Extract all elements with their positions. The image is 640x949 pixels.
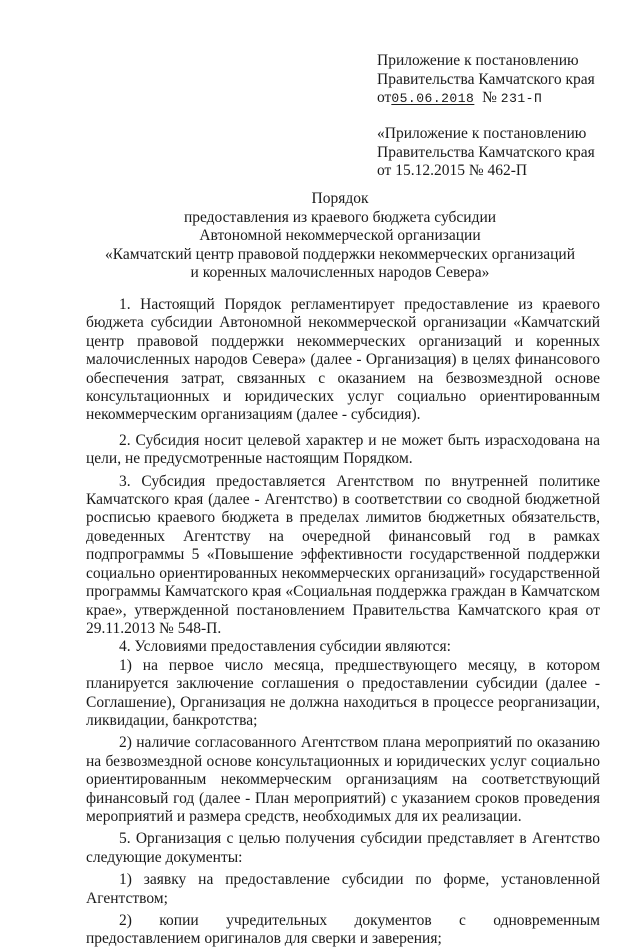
title-line-4: «Камчатский центр правовой поддержки некоммерческих организаций: [104, 245, 575, 263]
paragraph-5-item-1: 1) заявку на предоставление субсидии по форме, установленной Агентством;: [86, 871, 600, 907]
prior-annex-line-1: «Приложение к постановлению: [377, 125, 587, 142]
prior-annex-header: [377, 125, 627, 181]
paragraph-4-item-1: 1) на первое число месяца, предшествующего месяцу, в котором планируется заключение соглашения о предоставлении субсидии (далее - Соглашение), Организация не должна находиться в процессе реорганизации, ликвидации, банкротства;: [86, 656, 600, 729]
prior-annex-line-3: от 15.12.2015 № 462-П: [377, 162, 528, 179]
paragraph-3: 3. Субсидия предоставляется Агентством по внутренней политике Камчатского края (далее - Агентство) в соответствии со сводной бюджетной росписью краевого бюджета в пределах лимитов бюджетных обязательств, доведенных Агентству на очередной финансовый год в рамках подпрограммы 5 «Повышение эффективности государственной поддержки социально ориентированных некоммерческих организаций» государственной программы Камчатского края «Социальная поддержка граждан в Камчатском крае», утвержденной постановлением Правительства Камчатского края от 29.11.2013 № 548-П.: [86, 472, 600, 637]
annex-number-prefix: №: [482, 89, 497, 106]
paragraph-4: 4. Условиями предоставления субсидии являются:: [119, 638, 451, 656]
prior-annex-line-2: Правительства Камчатского края: [377, 143, 595, 161]
title-line-3: Автономной некоммерческой организации: [199, 227, 481, 245]
document-body: [86, 296, 600, 949]
title-line-5: и коренных малочисленных народов Севера»: [190, 264, 490, 282]
annex-number-value: 231-П: [500, 91, 543, 106]
annex-line-1: Приложение к постановлению: [377, 52, 579, 69]
paragraph-1: 1. Настоящий Порядок регламентирует предоставление из краевого бюджета субсидии Автономной некоммерческой организации «Камчатский центр правовой поддержки некоммерческих организаций и коренных малочисленных народов Севера» (далее - Организация) в целях финансового обеспечения затрат, связанных с оказанием на безвозмездной основе консультационных и юридических услуг социально ориентированным некоммерческим организациям (далее - субсидия).: [86, 296, 600, 424]
annex-date-prefix: от: [377, 89, 392, 106]
document-title: [80, 190, 600, 283]
paragraph-2: 2. Субсидия носит целевой характер и не может быть израсходована на цели, не предусмотренные настоящим Порядком.: [86, 431, 600, 468]
annex-date-line: [377, 89, 627, 109]
annex-line-2: Правительства Камчатского края: [377, 70, 595, 88]
title-line-1: Порядок: [311, 190, 369, 207]
paragraph-4-item-2: 2) наличие согласованного Агентством плана мероприятий по оказанию на безвозмездной основе консультационных и юридических услуг социально ориентированным некоммерческим организациям на соответствующий финансовый год (далее - План мероприятий) с указанием сроков проведения мероприятий и размера средств, необходимых для их реализации.: [86, 734, 600, 825]
annex-date-value: 05.06.2018: [391, 91, 475, 106]
annex-header: [377, 52, 627, 109]
paragraph-5-item-2: 2) копии учредительных документов с одновременным предоставлением оригиналов для сверки и заверения;: [86, 912, 600, 948]
title-line-2: предоставления из краевого бюджета субсидии: [183, 208, 497, 226]
paragraph-5: 5. Организация с целью получения субсидии представляет в Агентство следующие документы:: [86, 830, 600, 866]
